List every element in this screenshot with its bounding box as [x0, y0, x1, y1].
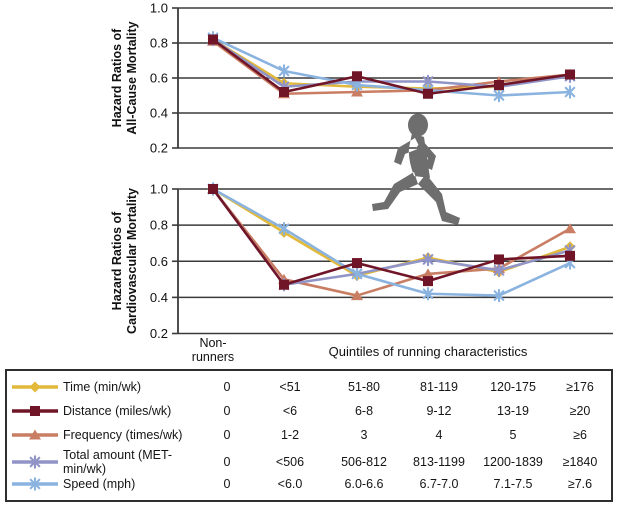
legend-value-total-amount-col5: ≥1840	[562, 454, 598, 469]
legend-value-frequency-col4: 5	[509, 428, 517, 443]
legend-value-time-col0: 0	[223, 380, 231, 395]
legend-value-distance-col0: 0	[223, 404, 231, 419]
series-distance	[208, 35, 575, 99]
legend-value-distance-col1: <6	[282, 404, 298, 419]
legend-value-time-col4: 120-175	[490, 380, 536, 395]
cardio-y-title-line1: Hazard Ratios of	[110, 211, 124, 311]
distance-series-marker-icon	[7, 403, 63, 419]
x-axis-nonrunners-label-line2: runners	[191, 350, 235, 364]
runner-silhouette-icon	[372, 114, 460, 226]
legend-label-speed: Speed (mph)	[63, 476, 136, 491]
cardiovascular-y-axis-title	[110, 188, 139, 334]
legend-value-frequency-col5: ≥6	[573, 428, 587, 443]
legend-value-time-col3: 81-119	[420, 380, 458, 395]
x-axis-title-quintiles: Quintiles of running characteristics	[328, 344, 528, 359]
legend-value-speed-col5: ≥7.6	[567, 476, 593, 491]
speed-series-marker-icon	[7, 476, 63, 492]
series-line	[213, 189, 570, 296]
legend-value-total-amount-col4: 1200-1839	[483, 454, 543, 469]
series-line	[213, 189, 570, 296]
all-cause-mortality-chart	[150, 1, 613, 156]
all-cause-y-axis-title	[110, 21, 139, 134]
legend-value-speed-col4: 7.1-7.5	[493, 476, 533, 491]
legend-label-distance: Distance (miles/wk)	[63, 404, 172, 419]
legend-value-distance-col4: 13-19	[497, 404, 529, 419]
x-axis-nonrunners-label-line1: Non-	[199, 336, 227, 350]
legend-value-frequency-col0: 0	[223, 428, 231, 443]
legend-value-speed-col2: 6.0-6.6	[344, 476, 384, 491]
legend-row-time	[7, 375, 611, 399]
time-series-marker-icon	[7, 379, 63, 395]
y-tick-label: 1.0	[149, 0, 168, 16]
series-line	[213, 40, 570, 94]
legend-value-distance-col5: ≥20	[569, 404, 591, 419]
legend-value-time-col5: ≥176	[566, 380, 594, 395]
y-tick-label: 0.4	[149, 289, 168, 305]
legend-label-time: Time (min/wk)	[63, 380, 142, 395]
frequency-series-marker-icon	[7, 427, 63, 443]
y-tick-label: 0.8	[149, 217, 168, 233]
legend-value-distance-col2: 6-8	[354, 404, 374, 419]
legend-table	[5, 369, 613, 502]
legend-value-speed-col0: 0	[223, 476, 231, 491]
legend-label-total-amount: Total amount (MET-min/wk)	[63, 447, 173, 476]
legend-value-frequency-col3: 4	[435, 428, 443, 443]
legend-value-frequency-col2: 3	[360, 428, 368, 443]
legend-row-speed	[7, 472, 611, 496]
all-cause-y-title-line2: All-Cause Mortality	[125, 21, 139, 135]
legend-value-frequency-col1: 1-2	[280, 428, 300, 443]
legend-value-speed-col3: 6.7-7.0	[419, 476, 459, 491]
series-line	[213, 38, 570, 96]
y-tick-label: 0.6	[149, 253, 168, 269]
legend-value-speed-col1: <6.0	[277, 476, 303, 491]
legend-row-frequency	[7, 423, 611, 447]
legend-value-total-amount-col2: 506-812	[341, 454, 387, 469]
cardio-y-title-line2: Cardiovascular Mortality	[125, 188, 139, 334]
legend-value-total-amount-col3: 813-1199	[413, 454, 465, 469]
total-amount-series-marker-icon	[7, 454, 63, 470]
legend-value-total-amount-col0: 0	[223, 454, 231, 469]
legend-value-total-amount-col1: <506	[275, 454, 305, 469]
y-tick-label: 1.0	[149, 181, 168, 197]
legend-value-time-col2: 51-80	[348, 380, 380, 395]
y-tick-label: 0.2	[149, 326, 168, 341]
y-tick-label: 0.2	[149, 140, 168, 156]
y-tick-label: 0.8	[149, 35, 168, 51]
legend-row-distance	[7, 399, 611, 423]
all-cause-y-title-line1: Hazard Ratios of	[110, 28, 124, 128]
y-tick-label: 0.6	[149, 70, 168, 86]
legend-label-frequency: Frequency (times/wk)	[63, 428, 183, 443]
legend-value-time-col1: <51	[279, 380, 301, 395]
legend-row-total-amount	[7, 447, 611, 476]
legend-value-distance-col3: 9-12	[426, 404, 452, 419]
y-tick-label: 0.4	[149, 105, 168, 121]
